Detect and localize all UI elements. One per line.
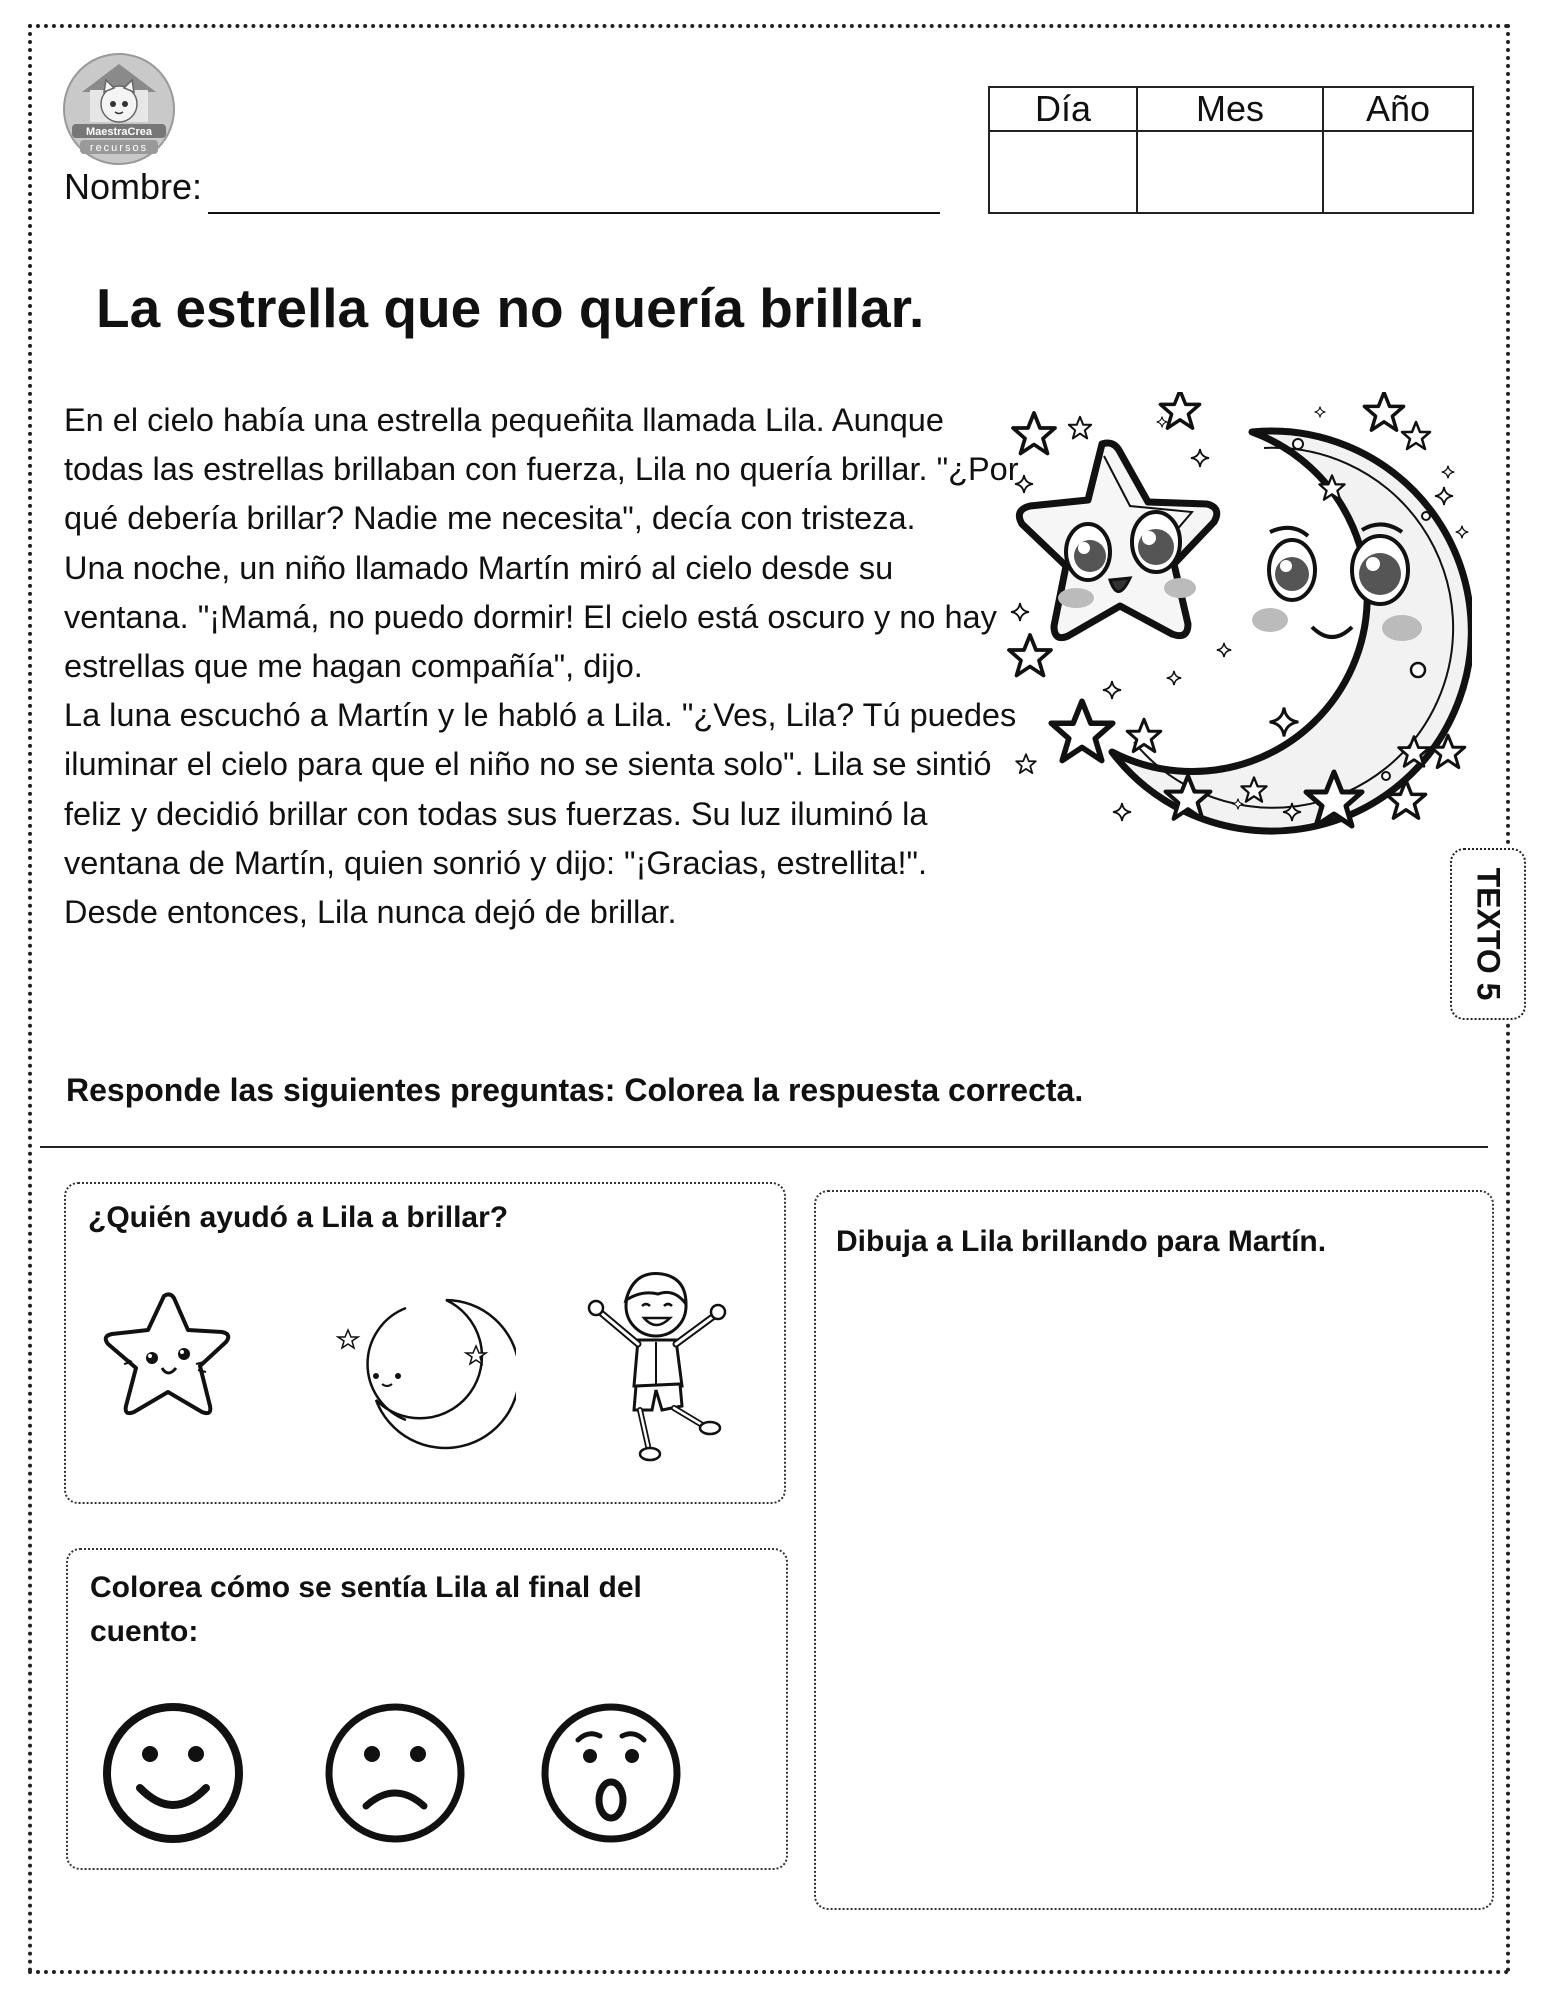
kitten-logo-icon bbox=[62, 52, 176, 166]
drawing-box[interactable] bbox=[814, 1190, 1494, 1910]
story-paragraph: En el cielo había una estrella pequeñita llamada Lila. Aunque todas las estrellas brillaban con fuerza, Lila no quería brillar. "¿Por qué debería brillar? Nadie me necesita", decía con tristeza. bbox=[64, 402, 1019, 537]
question2-box bbox=[66, 1548, 788, 1870]
question2-text: Colorea cómo se sentía Lila al final del cuento: bbox=[90, 1571, 642, 1648]
star-and-moon-icon bbox=[1002, 392, 1472, 842]
name-input-line[interactable] bbox=[208, 212, 940, 214]
star-icon[interactable] bbox=[88, 1284, 248, 1444]
sad-face-icon[interactable] bbox=[322, 1700, 468, 1846]
question1-text: ¿Quién ayudó a Lila a brillar? bbox=[88, 1201, 509, 1234]
story-text bbox=[64, 396, 1024, 937]
date-day-field[interactable] bbox=[989, 131, 1137, 213]
surprised-face-icon[interactable] bbox=[538, 1700, 684, 1846]
divider bbox=[40, 1146, 1488, 1148]
boy-icon[interactable] bbox=[578, 1260, 748, 1470]
texto-tab bbox=[1450, 848, 1526, 1020]
happy-face-icon[interactable] bbox=[100, 1700, 246, 1846]
logo-text-bottom: recursos bbox=[89, 142, 149, 154]
texto-tab-label: TEXTO 5 bbox=[1470, 867, 1507, 1001]
name-label: Nombre: bbox=[64, 166, 203, 207]
date-header-year: Año bbox=[1323, 87, 1473, 131]
date-month-field[interactable] bbox=[1137, 131, 1323, 213]
moon-icon[interactable] bbox=[336, 1280, 516, 1450]
date-header-month: Mes bbox=[1137, 87, 1323, 131]
story-paragraph: La luna escuchó a Martín y le habló a Lila. "¿Ves, Lila? Tú puedes iluminar el cielo para que el niño no se sienta solo". Lila se sintió feliz y decidió brillar con todas sus fuerzas. Su luz iluminó la ventana de Martín, quien sonrió y dijo: "¡Gracias, estrellita!". Desde entonces, Lila nunca dejó de brillar. bbox=[64, 697, 1017, 931]
date-table bbox=[988, 86, 1474, 214]
story-paragraph: Una noche, un niño llamado Martín miró al cielo desde su ventana. "¡Mamá, no puedo dormir! El cielo está oscuro y no hay estrellas que me hagan compañía", dijo. bbox=[64, 549, 997, 685]
instructions: Responde las siguientes preguntas: Colorea la respuesta correcta. bbox=[66, 1072, 1084, 1108]
date-year-field[interactable] bbox=[1323, 131, 1473, 213]
question3-text: Dibuja a Lila brillando para Martín. bbox=[836, 1225, 1327, 1258]
logo-text-top: MaestraCrea bbox=[85, 126, 153, 138]
page-title: La estrella que no quería brillar. bbox=[96, 277, 925, 339]
date-header-day: Día bbox=[989, 87, 1137, 131]
question1-box bbox=[64, 1182, 786, 1504]
